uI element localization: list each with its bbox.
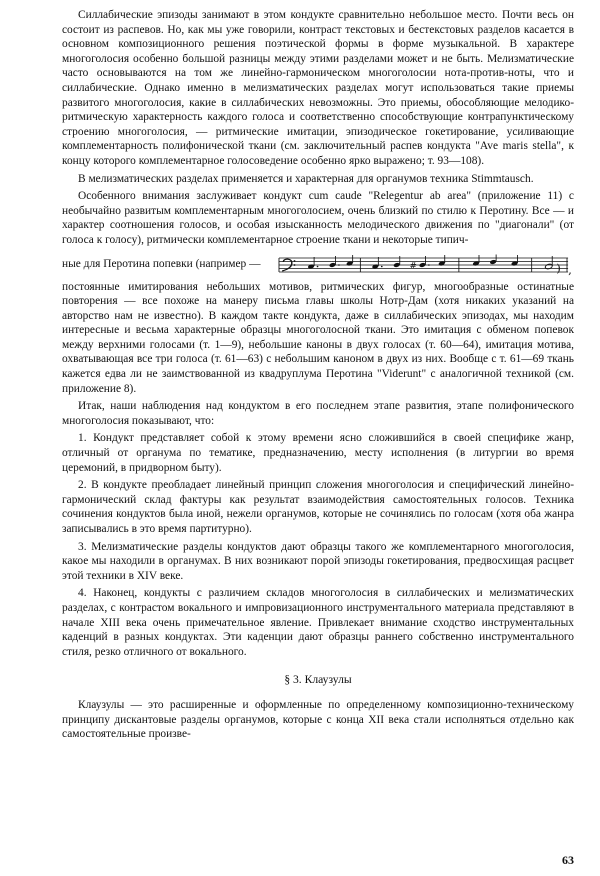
paragraph-imitations: постоянные имитирования небольших мотивов, ритмических фигур, многообразные остинатные повторения — все похоже на манеру письма главы школы Нотр-Дам (хотя никаких указаний на авторство нам не известно). В каждом такте кондукта, даже в силлабических эпизодах, мы находим интересные и весьма характерные образцы многоголосной ткани. Это имитация с обменом попевок между верхними голосами (т. 1—9), небольшие каноны в двух голосах (т. 60—64), имитация мотива, охватывающая все три голоса (т. 61—63) с небольшим каноном в двух из них. Вообще с т. 61—69 ткань кажется едва ли не заимствованной из квадруплума Перотина "Viderunt" с аналогичной техникой (см. приложение 8).: [62, 280, 574, 395]
page-number: 63: [562, 853, 574, 868]
numbered-item-1: 1. Кондукт представляет собой к этому времени ясно сложившийся в своей специфике жанр, отличный от органума по тематике, предназначению, месту исполнения (в литургии во время церемоний, в придворном быту).: [62, 432, 574, 474]
numbered-item-4: 4. Наконец, кондукты с различием складов многоголосия в силлабических и мелизматических разделах, с контрастом вокального и импровизационного инструментального материала представляют в начале XIII века очень примечательное явление. Привлекает внимание сходство инструментальных каденций в разных кондуктах. Эти каденции дают образцы раннего собственно инструментального стиля, резко отличного от вокального.: [62, 587, 574, 658]
paragraph-clausulae: Клаузулы — это расширенные и оформленные по определенному композиционно-техническому принципу дискантовые разделы органумов, которые с конца XII века стали исполняться отдельно как самостоятельные произве-: [62, 698, 574, 741]
svg-text:,: ,: [567, 262, 572, 276]
paragraph-relegentur: Особенного внимания заслуживает кондукт cum caude "Relegentur ab area" (приложение 11) с необычайно развитым комплементарным многоголосием, очень близкий по стилю к Перотину. Все — и характер соотношения голосов, и особая изысканность мелодического движения по "диагонали" (от голоса к голосу), ритмически комплементарное строение ткани и некоторые типич-: [62, 190, 574, 246]
numbered-item-2: 2. В кондукте преобладает линейный принцип сложения многоголосия и специфический линейно-гармонический склад фактуры как результат взаимодействия самостоятельных голосов. Техника сочинения кондуктов была иной, нежели органумов, которые не сочинялись по голосам (хотя оба жанра записывались в это время партитурно).: [62, 479, 574, 535]
paragraph-conclusion-intro: Итак, наши наблюдения над кондуктом в его последнем этапе развития, этапе полифонического многоголосия показывают, что:: [62, 400, 574, 427]
paragraph-stimmtausch: В мелизматических разделах применяется и характерная для органумов техника Stimmtausch.: [78, 172, 534, 185]
musical-staff-notation: [264, 254, 575, 276]
svg-text:#: #: [409, 259, 417, 270]
numbered-item-3: 3. Мелизматические разделы кондуктов дают образцы такого же комплементарного многоголосия, какое мы находили в органумах. В них возникают порой эпизоды гокетирования, предвосхищая расцвет этой техники в XIV веке.: [62, 540, 574, 582]
music-example-staff: [264, 254, 575, 276]
section-title: § 3. Клаузулы: [284, 673, 352, 687]
paragraph-syllabic-episodes: Силлабические эпизоды занимают в этом кондукте сравнительно небольшое место. Почти весь он состоит из распевов. Но, как мы уже говорили, контраст текстовых и бестекстовых разделов касается в основном композиционного решения поэтической формы в форме музыкальной. В характере многоголосия особенно большой разницы между этими разделами может и не быть. Мелизматические часто основываются на том же линейно-гармоническом многоголосии нота-против-ноты, что и силлабические. Однако именно в мелизматических разделах могут использоваться такие приемы развитого многоголосия, какие в силлабических невозможны. Это приемы, обособляющие мелодико-ритмическую характерность каждого голоса и соответственно способствующие контрапунктическому строению многоголосия, — ритмические имитации, эпизодическое гокетирование, усиливающие комплементарность полифонической ткани (см. заключительный распев кондукта "Ave maris stella", к концу которого комплементарное голосоведение особенно ярко выражено; т. 93—108).: [62, 9, 574, 167]
svg-text:): ): [555, 260, 561, 275]
music-example-line: [62, 254, 574, 276]
music-line-lead-text: ные для Перотина попевки (например —: [62, 258, 261, 271]
